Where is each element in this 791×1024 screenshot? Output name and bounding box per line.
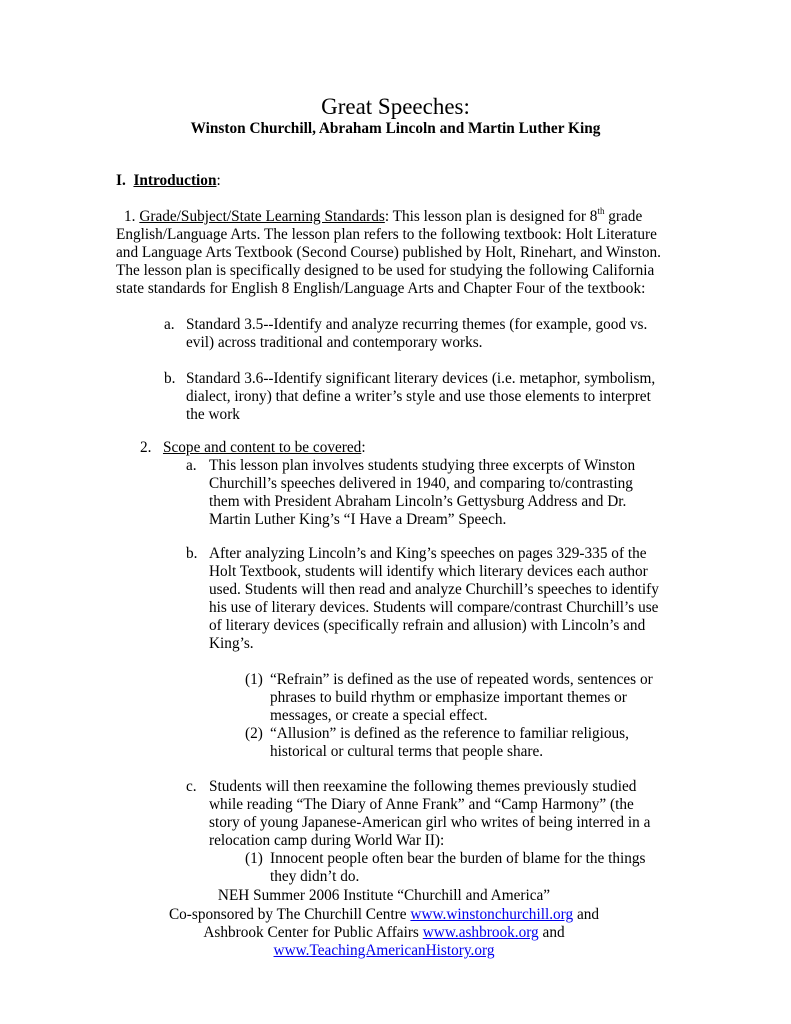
standard-b-label: b. bbox=[164, 370, 176, 387]
definition-1-line-2: phrases to build rhythm or emphasize important themes or bbox=[270, 689, 627, 706]
scope-b-line-5: of literary devices (specifically refrain and allusion) with Lincoln’s and bbox=[209, 617, 646, 634]
section-heading-introduction bbox=[116, 172, 221, 190]
scope-b-line-3: used. Students will then read and analyze Churchill’s speeches to identify bbox=[209, 581, 659, 598]
page-title: Great Speeches: bbox=[321, 94, 470, 119]
scope-a-line-2: Churchill’s speeches delivered in 1940, and comparing to/contrasting bbox=[209, 475, 633, 492]
scope-a-line-1: This lesson plan involves students studying three excerpts of Winston bbox=[209, 457, 636, 474]
footer-line-3 bbox=[0, 924, 768, 942]
item-1-line-2: English/Language Arts. The lesson plan refers to the following textbook: Holt Literature bbox=[116, 226, 657, 243]
item-1-number: 1. bbox=[124, 208, 136, 225]
definition-2-label: (2) bbox=[245, 725, 263, 742]
theme-1-line-2: they didn’t do. bbox=[270, 868, 360, 885]
scope-c-line-2: while reading “The Diary of Anne Frank” and “Camp Harmony” (the bbox=[209, 796, 634, 813]
standard-b-line-3: the work bbox=[186, 406, 240, 423]
item-1-sup: th bbox=[597, 205, 605, 216]
standard-a-line-1: Standard 3.5--Identify and analyze recurring themes (for example, good vs. bbox=[186, 316, 648, 333]
page-subtitle: Winston Churchill, Abraham Lincoln and Martin Luther King bbox=[190, 120, 601, 137]
winstonchurchill-link[interactable]: www.winstonchurchill.org bbox=[410, 906, 574, 923]
definition-2-line-2: historical or cultural terms that people share. bbox=[270, 743, 544, 760]
standard-a-label: a. bbox=[164, 316, 175, 333]
item-1-heading: Grade/Subject/State Learning Standards bbox=[139, 208, 385, 225]
theme-1-line-1: Innocent people often bear the burden of blame for the things bbox=[270, 850, 646, 867]
theme-1-label: (1) bbox=[245, 850, 263, 867]
ashbrook-link[interactable]: www.ashbrook.org bbox=[422, 924, 539, 941]
standard-b-line-1: Standard 3.6--Identify significant literary devices (i.e. metaphor, symbolism, bbox=[186, 370, 656, 387]
scope-c-line-1: Students will then reexamine the following themes previously studied bbox=[209, 778, 637, 795]
footer-ashbrook-text: Ashbrook Center for Public Affairs bbox=[203, 924, 423, 941]
definition-1-line-1: “Refrain” is defined as the use of repeated words, sentences or bbox=[270, 671, 653, 688]
section-numeral: I. bbox=[116, 172, 126, 189]
item-1-line-3: and Language Arts Textbook (Second Course) published by Holt, Rinehart, and Winston. bbox=[116, 244, 661, 261]
scope-a-line-4: Martin Luther King’s “I Have a Dream” Speech. bbox=[209, 511, 507, 528]
item-1-text-b: grade bbox=[604, 208, 643, 225]
footer-and-text-2: and bbox=[538, 924, 565, 941]
scope-b-line-2: Holt Textbook, students will identify which literary devices each author bbox=[209, 563, 648, 580]
footer-line-2 bbox=[0, 906, 768, 924]
scope-a-line-3: them with President Abraham Lincoln’s Gettysburg Address and Dr. bbox=[209, 493, 627, 510]
item-2-heading-line bbox=[140, 439, 366, 457]
item-1-text-a: : This lesson plan is designed for 8 bbox=[384, 208, 598, 225]
footer-and-text: and bbox=[573, 906, 600, 923]
item-1-line-1 bbox=[124, 205, 643, 226]
scope-c-line-3: story of young Japanese-American girl who writes of being interred in a bbox=[209, 814, 651, 831]
item-1-line-4: The lesson plan is specifically designed to be used for studying the following California bbox=[116, 262, 655, 279]
scope-b-line-6: King’s. bbox=[209, 635, 254, 652]
item-1-line-5: state standards for English 8 English/Language Arts and Chapter Four of the textbook: bbox=[116, 280, 646, 297]
standard-b-line-2: dialect, irony) that define a writer’s style and use those elements to interpret bbox=[186, 388, 651, 405]
definition-2-line-1: “Allusion” is defined as the reference to familiar religious, bbox=[270, 725, 629, 742]
footer-line-1: NEH Summer 2006 Institute “Churchill and America” bbox=[217, 887, 551, 904]
scope-c-line-4: relocation camp during World War II): bbox=[209, 832, 445, 849]
item-2-colon: : bbox=[361, 439, 366, 456]
teachingamericanhistory-link[interactable]: www.TeachingAmericanHistory.org bbox=[273, 942, 495, 959]
scope-c-label: c. bbox=[186, 778, 197, 795]
definition-1-label: (1) bbox=[245, 671, 263, 688]
footer-sponsor-text: Co-sponsored by The Churchill Centre bbox=[168, 906, 411, 923]
item-2-number: 2. bbox=[140, 439, 152, 456]
scope-b-label: b. bbox=[186, 545, 198, 562]
section-title: Introduction bbox=[133, 172, 217, 189]
footer-line-4 bbox=[0, 942, 768, 960]
item-2-heading: Scope and content to be covered bbox=[162, 439, 362, 456]
definition-1-line-3: messages, or create a special effect. bbox=[270, 707, 488, 724]
scope-b-line-1: After analyzing Lincoln’s and King’s speeches on pages 329-335 of the bbox=[209, 545, 647, 562]
section-colon: : bbox=[216, 172, 221, 189]
scope-a-label: a. bbox=[186, 457, 197, 474]
scope-b-line-4: his use of literary devices. Students will compare/contrast Churchill’s use bbox=[209, 599, 659, 616]
standard-a-line-2: evil) across traditional and contemporary works. bbox=[186, 334, 483, 351]
